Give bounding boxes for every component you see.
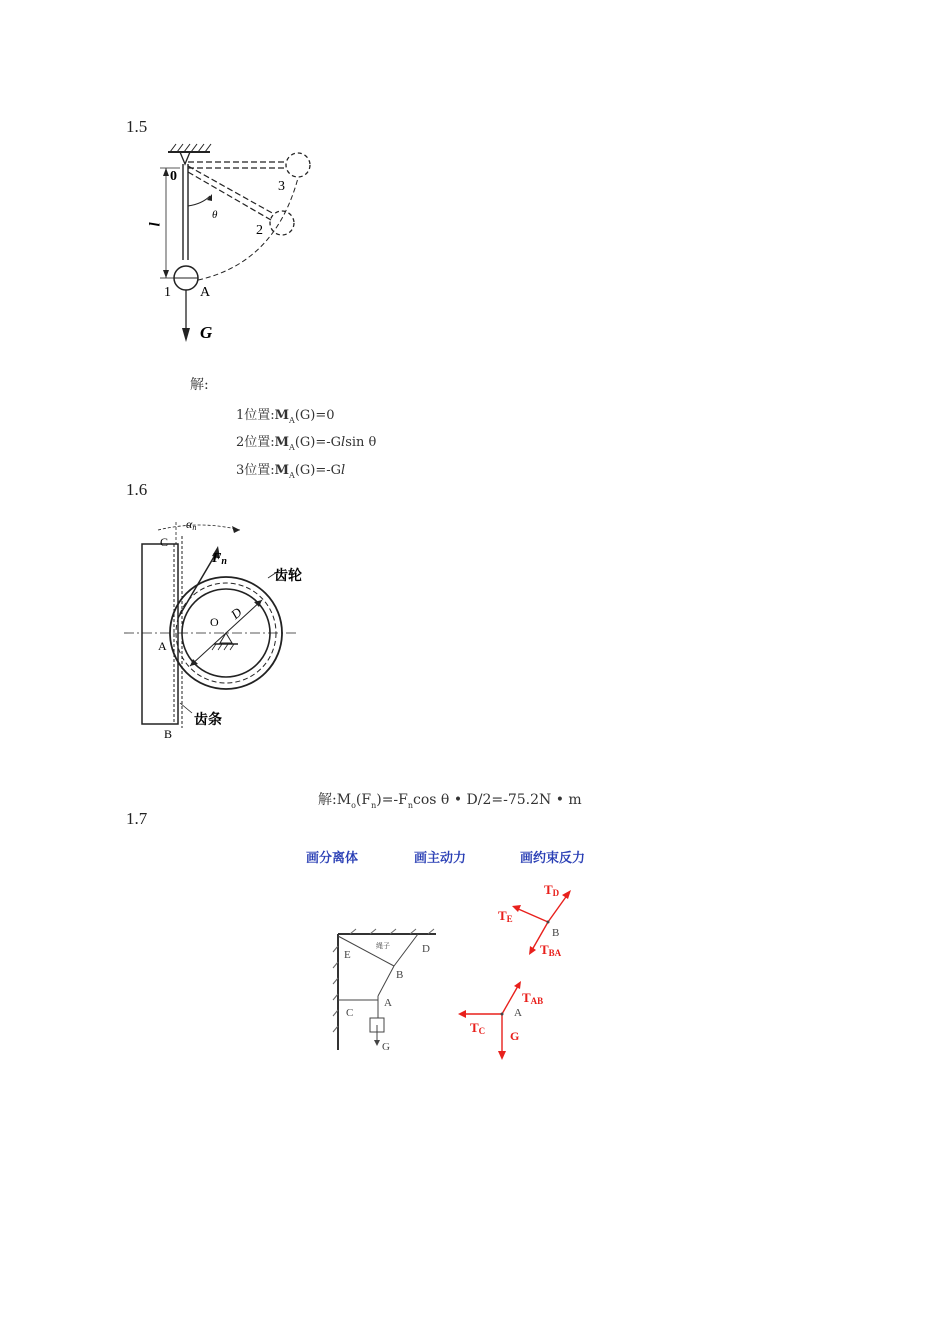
label-d: D: [422, 943, 430, 955]
label-a-force: A: [514, 1007, 522, 1019]
label-c: C: [160, 535, 169, 549]
heading-free-body: 画分离体: [306, 851, 359, 866]
label-3: 3: [278, 179, 285, 194]
label-g-force: G: [510, 1029, 520, 1043]
label-tc: TC: [470, 1020, 486, 1036]
label-2: 2: [256, 223, 263, 238]
label-theta: θ: [212, 209, 218, 221]
label-b: B: [396, 969, 404, 981]
label-te: TE: [498, 908, 513, 924]
label-tba: TBA: [540, 942, 562, 958]
solution-line-3: 3位置$:M_A(G)=-Gl$: [236, 463, 346, 480]
solution-label-1-5: 解:: [190, 377, 209, 393]
label-b-force: B: [552, 927, 560, 939]
problem-number-1-7: 1.7: [126, 809, 148, 828]
pendulum-diagram: [145, 138, 330, 348]
problem-number-1-6: 1.6: [126, 480, 148, 499]
label-d: D: [227, 604, 245, 622]
solution-line-1: 1位置$:M_A(G)=0$: [236, 408, 335, 425]
label-alpha: αn: [186, 517, 197, 532]
heading-active-force: 画主动力: [414, 851, 467, 866]
label-1: 1: [164, 285, 171, 300]
constraint-force-diagram: [452, 874, 602, 1064]
rope-system-diagram: [330, 926, 442, 1054]
label-e: E: [344, 949, 351, 961]
label-c: C: [346, 1007, 354, 1019]
label-rack: 齿条: [194, 713, 222, 728]
label-b: B: [164, 727, 173, 741]
label-rope: 绳子: [376, 942, 390, 950]
label-a: A: [200, 285, 211, 300]
solution-1-6: 解$:M_o(F_n)=-F_n\cos$ θ • D/2=-75.2N • m: [318, 792, 582, 810]
label-o-gear: O: [210, 615, 219, 629]
label-o: 0: [170, 169, 177, 184]
label-gear: 齿轮: [274, 569, 302, 584]
label-g: G: [382, 1041, 390, 1053]
label-tab: TAB: [522, 990, 544, 1006]
problem-number-1-5: 1.5: [126, 117, 148, 136]
label-fn: Fn: [212, 551, 227, 567]
label-td: TD: [544, 882, 560, 898]
gear-rack-diagram: [120, 508, 310, 748]
label-g: G: [200, 323, 213, 342]
solution-line-2: 2位置$:M_A(G)=$-Glsin θ: [236, 435, 377, 452]
label-a: A: [384, 997, 392, 1009]
label-l: l: [145, 222, 161, 227]
heading-constraint-force: 画约束反力: [520, 851, 586, 866]
label-a-gear: A: [158, 639, 167, 653]
